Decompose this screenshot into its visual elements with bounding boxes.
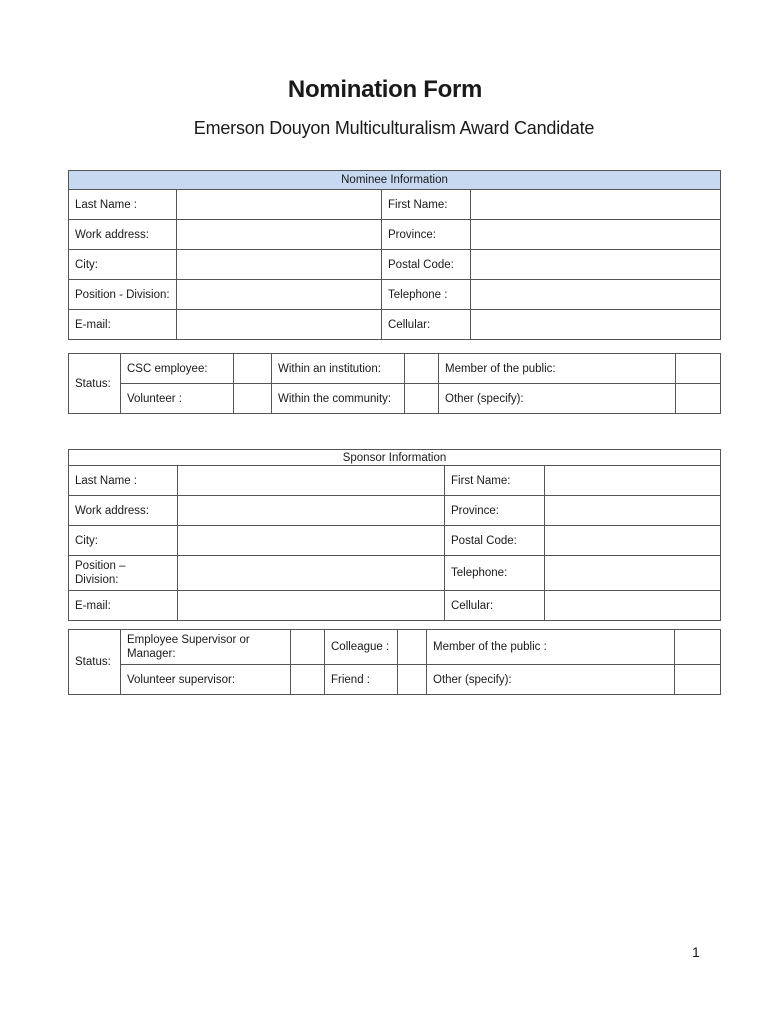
nominee-postal-code-field[interactable] bbox=[471, 250, 721, 280]
table-row bbox=[69, 496, 721, 526]
sponsor-cellular-label: Cellular: bbox=[445, 591, 545, 621]
employee-supervisor-checkbox[interactable] bbox=[291, 630, 325, 665]
volunteer-supervisor-label: Volunteer supervisor: bbox=[121, 665, 291, 695]
volunteer-supervisor-checkbox[interactable] bbox=[291, 665, 325, 695]
nominee-cellular-label: Cellular: bbox=[382, 310, 471, 340]
sponsor-telephone-field[interactable] bbox=[545, 556, 721, 591]
nominee-position-field[interactable] bbox=[177, 280, 382, 310]
sponsor-telephone-label: Telephone: bbox=[445, 556, 545, 591]
within-institution-checkbox[interactable] bbox=[405, 354, 439, 384]
table-row bbox=[69, 466, 721, 496]
csc-employee-checkbox[interactable] bbox=[234, 354, 272, 384]
member-public-label: Member of the public: bbox=[439, 354, 676, 384]
sponsor-cellular-field[interactable] bbox=[545, 591, 721, 621]
nominee-first-name-label: First Name: bbox=[382, 190, 471, 220]
nominee-position-label: Position - Division: bbox=[69, 280, 177, 310]
colleague-checkbox[interactable] bbox=[398, 630, 427, 665]
nominee-work-address-label: Work address: bbox=[69, 220, 177, 250]
nominee-email-label: E-mail: bbox=[69, 310, 177, 340]
sponsor-province-field[interactable] bbox=[545, 496, 721, 526]
nominee-first-name-field[interactable] bbox=[471, 190, 721, 220]
nominee-province-label: Province: bbox=[382, 220, 471, 250]
nominee-last-name-label: Last Name : bbox=[69, 190, 177, 220]
table-row bbox=[69, 591, 721, 621]
volunteer-label: Volunteer : bbox=[121, 384, 234, 414]
sponsor-position-label: Position – Division: bbox=[69, 556, 178, 591]
table-row bbox=[69, 190, 721, 220]
friend-label: Friend : bbox=[325, 665, 398, 695]
nominee-email-field[interactable] bbox=[177, 310, 382, 340]
table-row bbox=[69, 280, 721, 310]
sponsor-last-name-label: Last Name : bbox=[69, 466, 178, 496]
sponsor-other-specify-field[interactable] bbox=[675, 665, 721, 695]
other-specify-field[interactable] bbox=[676, 384, 721, 414]
table-row bbox=[69, 526, 721, 556]
sponsor-work-address-label: Work address: bbox=[69, 496, 178, 526]
sponsor-postal-code-field[interactable] bbox=[545, 526, 721, 556]
nominee-city-field[interactable] bbox=[177, 250, 382, 280]
sponsor-city-label: City: bbox=[69, 526, 178, 556]
sponsor-work-address-field[interactable] bbox=[178, 496, 445, 526]
table-row bbox=[69, 556, 721, 591]
table-row bbox=[69, 354, 721, 384]
sponsor-status-table bbox=[68, 629, 721, 695]
nominee-info-header: Nominee Information bbox=[69, 171, 721, 190]
volunteer-checkbox[interactable] bbox=[234, 384, 272, 414]
nominee-info-table bbox=[68, 170, 721, 340]
sponsor-postal-code-label: Postal Code: bbox=[445, 526, 545, 556]
nominee-city-label: City: bbox=[69, 250, 177, 280]
sponsor-info-table bbox=[68, 449, 721, 621]
sponsor-email-label: E-mail: bbox=[69, 591, 178, 621]
sponsor-email-field[interactable] bbox=[178, 591, 445, 621]
within-institution-label: Within an institution: bbox=[272, 354, 405, 384]
colleague-label: Colleague : bbox=[325, 630, 398, 665]
nominee-status-table bbox=[68, 353, 721, 414]
nominee-status-label: Status: bbox=[69, 354, 121, 414]
nominee-cellular-field[interactable] bbox=[471, 310, 721, 340]
table-row bbox=[69, 384, 721, 414]
within-community-checkbox[interactable] bbox=[405, 384, 439, 414]
sponsor-other-specify-label: Other (specify): bbox=[427, 665, 675, 695]
csc-employee-label: CSC employee: bbox=[121, 354, 234, 384]
page-number: 1 bbox=[692, 944, 700, 960]
form-title: Nomination Form bbox=[287, 76, 483, 103]
sponsor-city-field[interactable] bbox=[178, 526, 445, 556]
sponsor-first-name-label: First Name: bbox=[445, 466, 545, 496]
nominee-last-name-field[interactable] bbox=[177, 190, 382, 220]
sponsor-status-label: Status: bbox=[69, 630, 121, 695]
nominee-province-field[interactable] bbox=[471, 220, 721, 250]
form-subtitle: Emerson Douyon Multiculturalism Award Candidate bbox=[193, 118, 595, 138]
table-row bbox=[69, 630, 721, 665]
nominee-telephone-label: Telephone : bbox=[382, 280, 471, 310]
nominee-work-address-field[interactable] bbox=[177, 220, 382, 250]
sponsor-member-public-checkbox[interactable] bbox=[675, 630, 721, 665]
employee-supervisor-label: Employee Supervisor or Manager: bbox=[121, 630, 291, 665]
within-community-label: Within the community: bbox=[272, 384, 405, 414]
member-public-checkbox[interactable] bbox=[676, 354, 721, 384]
sponsor-info-header: Sponsor Information bbox=[69, 450, 721, 466]
nominee-postal-code-label: Postal Code: bbox=[382, 250, 471, 280]
sponsor-last-name-field[interactable] bbox=[178, 466, 445, 496]
table-row bbox=[69, 665, 721, 695]
sponsor-province-label: Province: bbox=[445, 496, 545, 526]
table-row bbox=[69, 220, 721, 250]
sponsor-member-public-label: Member of the public : bbox=[427, 630, 675, 665]
table-row bbox=[69, 250, 721, 280]
other-specify-label: Other (specify): bbox=[439, 384, 676, 414]
table-row bbox=[69, 310, 721, 340]
nominee-telephone-field[interactable] bbox=[471, 280, 721, 310]
friend-checkbox[interactable] bbox=[398, 665, 427, 695]
sponsor-first-name-field[interactable] bbox=[545, 466, 721, 496]
sponsor-position-field[interactable] bbox=[178, 556, 445, 591]
